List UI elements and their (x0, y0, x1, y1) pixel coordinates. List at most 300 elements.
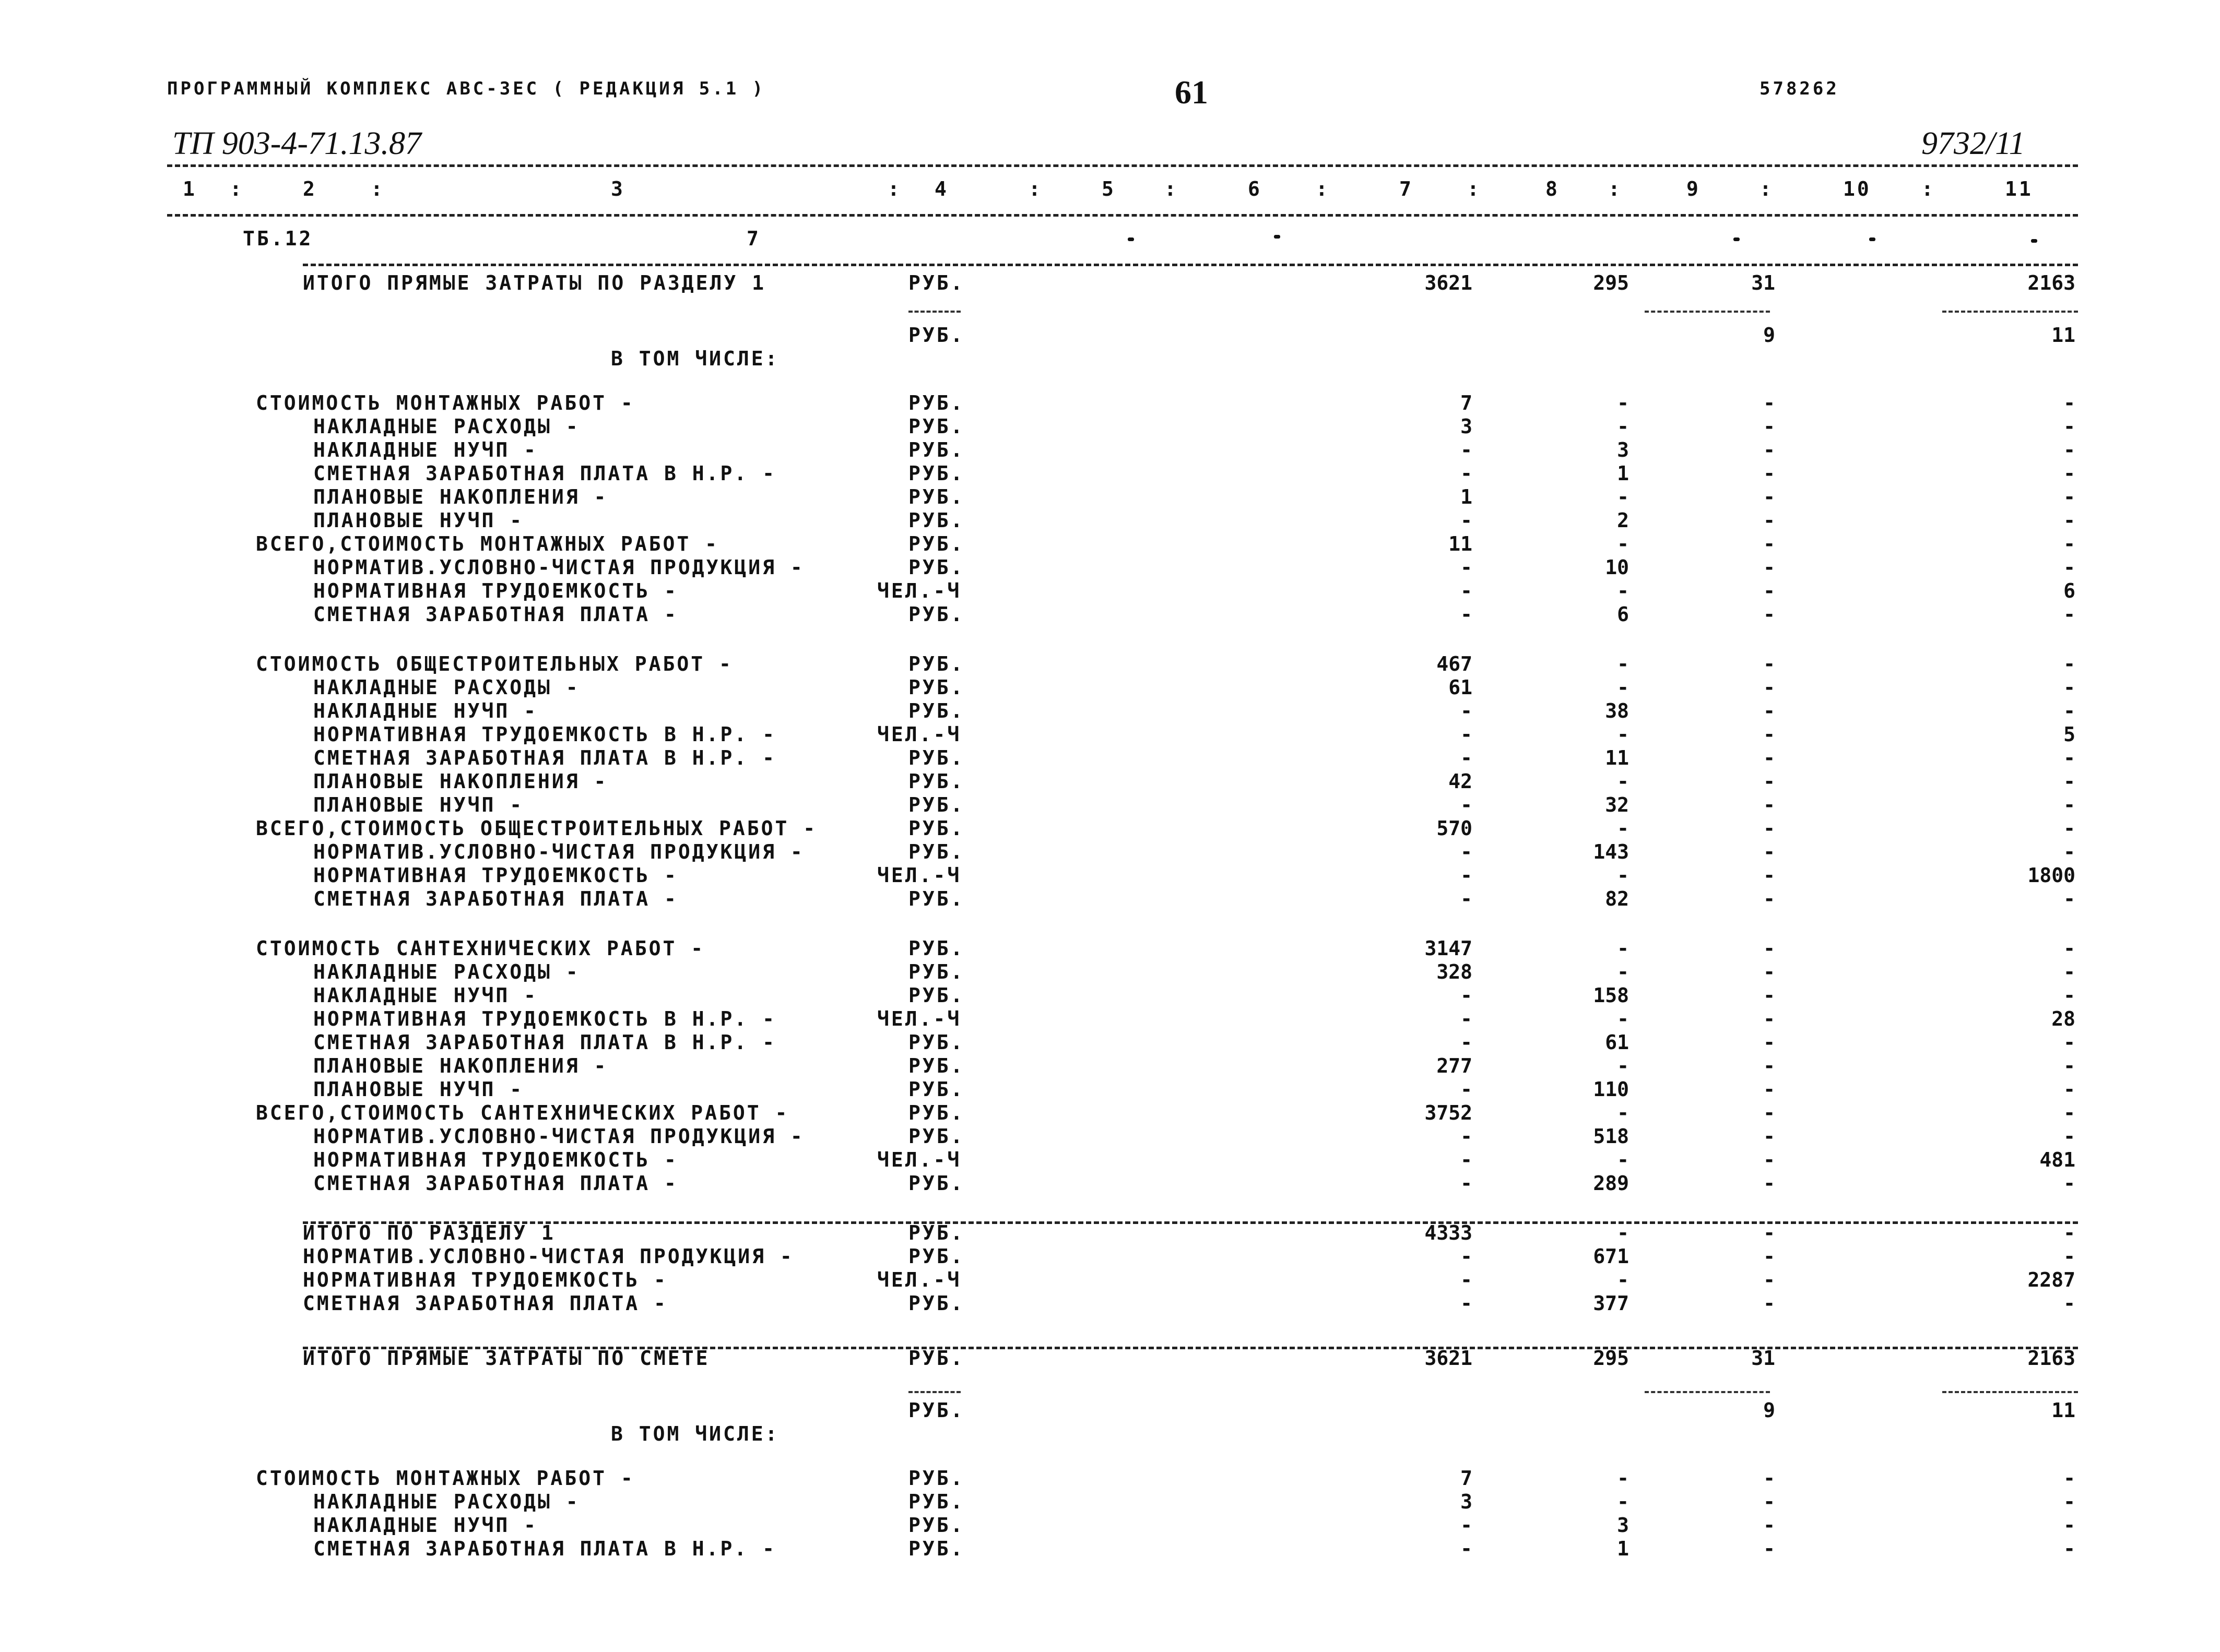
cell-c8: - (1617, 652, 1629, 675)
column-number: 5 (1102, 177, 1116, 200)
row-label: НОРМАТИВ.УСЛОВНО-ЧИСТАЯ ПРОДУКЦИЯ - (313, 840, 805, 863)
cell-c9: 31 (1751, 271, 1775, 294)
row-unit: РУБ. (908, 1172, 965, 1195)
cell-c9: - (1763, 1148, 1775, 1171)
header-rule-bottom (167, 214, 2078, 217)
cell-c9: - (1763, 770, 1775, 793)
cell-c11: - (2063, 1514, 2075, 1537)
cell-c7: 3752 (1424, 1101, 1472, 1124)
cell-c8: - (1617, 415, 1629, 438)
cell-c7: - (1460, 984, 1472, 1007)
cell-c9: - (1763, 1514, 1775, 1537)
cell-c9: - (1763, 509, 1775, 532)
cell-c9: - (1763, 391, 1775, 414)
cell-c8: 671 (1593, 1245, 1629, 1268)
cell-c9: - (1763, 746, 1775, 769)
cell-c8: 2 (1617, 509, 1629, 532)
row-label: СМЕТНАЯ ЗАРАБОТНАЯ ПЛАТА В Н.Р. - (313, 746, 776, 769)
cell-c7: 7 (1460, 391, 1472, 414)
row-label: ПЛАНОВЫЕ НАКОПЛЕНИЯ - (313, 485, 608, 508)
cell-c8: - (1617, 723, 1629, 746)
cell-c9: - (1763, 652, 1775, 675)
row-unit: РУБ. (908, 817, 965, 840)
cell-c8: 32 (1605, 793, 1629, 816)
cell-c7: - (1460, 1148, 1472, 1171)
row-label: НОРМАТИВНАЯ ТРУДОЕМКОСТЬ В Н.Р. - (313, 723, 776, 746)
header-rule-top (167, 164, 2078, 167)
row-label: НАКЛАДНЫЕ НУЧП - (313, 984, 538, 1007)
separator-line (1942, 1391, 2078, 1393)
separator-line (908, 311, 961, 313)
cell-c9: 9 (1763, 1399, 1775, 1422)
cell-c11: - (2063, 1292, 2075, 1315)
cell-c7: 467 (1436, 652, 1472, 675)
cell-c9: - (1763, 864, 1775, 887)
row-label: ПЛАНОВЫЕ НАКОПЛЕНИЯ - (313, 1054, 608, 1077)
row-label: СМЕТНАЯ ЗАРАБОТНАЯ ПЛАТА - (313, 887, 678, 910)
cell-c9: - (1763, 603, 1775, 626)
column-separator: : (1608, 177, 1622, 200)
cell-c7: 3147 (1424, 937, 1472, 960)
cell-c8: 518 (1593, 1125, 1629, 1148)
row-label: ИТОГО ПО РАЗДЕЛУ 1 (303, 1221, 556, 1244)
row-label: ПЛАНОВЫЕ НАКОПЛЕНИЯ - (313, 770, 608, 793)
cell-c11: 11 (2051, 1399, 2075, 1422)
cell-c8: 295 (1593, 1347, 1629, 1370)
row-unit: ЧЕЛ.-Ч (877, 723, 962, 746)
column-separator: : (888, 177, 902, 200)
cell-c9: - (1763, 1007, 1775, 1030)
page-number: 61 (1175, 74, 1208, 111)
cell-c11: - (2063, 1031, 2075, 1054)
cell-c8: - (1617, 391, 1629, 414)
column-number: 2 (303, 177, 317, 200)
column-number: 6 (1248, 177, 1262, 200)
cell-c9: - (1763, 1467, 1775, 1490)
cell-c11: - (2063, 793, 2075, 816)
row-unit: РУБ. (908, 984, 965, 1007)
row-label: В ТОМ ЧИСЛЕ: (611, 1422, 780, 1445)
row-label: СТОИМОСТЬ ОБЩЕСТРОИТЕЛЬНЫХ РАБОТ - (256, 652, 733, 675)
cell-c7: - (1460, 1537, 1472, 1560)
row-label: ПЛАНОВЫЕ НУЧП - (313, 793, 524, 816)
row-label: НАКЛАДНЫЕ РАСХОДЫ - (313, 1490, 580, 1513)
cell-c8: - (1617, 1268, 1629, 1291)
cell-c7: 42 (1448, 770, 1472, 793)
row-unit: РУБ. (908, 676, 965, 699)
cell-c8: - (1617, 770, 1629, 793)
cell-c9: - (1763, 676, 1775, 699)
row-unit: РУБ. (908, 1490, 965, 1513)
row-unit: РУБ. (908, 1245, 965, 1268)
separator-line (1645, 1391, 1770, 1393)
cell-c7: - (1460, 1514, 1472, 1537)
cell-c11: - (2063, 485, 2075, 508)
cell-c9: - (1763, 1101, 1775, 1124)
cell-c11: - (2063, 817, 2075, 840)
cell-c11: - (2063, 937, 2075, 960)
cell-c11: 2287 (2027, 1268, 2075, 1291)
column-separator: : (1316, 177, 1330, 200)
row-unit: РУБ. (908, 793, 965, 816)
cell-c7: 11 (1448, 532, 1472, 555)
column-separator: : (371, 177, 385, 200)
row-unit: РУБ. (908, 438, 965, 461)
cell-c11: - (2063, 438, 2075, 461)
cell-c11: 28 (2051, 1007, 2075, 1030)
row-label: НАКЛАДНЫЕ НУЧП - (313, 699, 538, 722)
cell-c9: 31 (1751, 1347, 1775, 1370)
row-unit: РУБ. (908, 415, 965, 438)
cell-c11: - (2063, 746, 2075, 769)
row-label: НОРМАТИВНАЯ ТРУДОЕМКОСТЬ - (303, 1268, 668, 1291)
row-label: НОРМАТИВ.УСЛОВНО-ЧИСТАЯ ПРОДУКЦИЯ - (313, 1125, 805, 1148)
cell-c7: - (1460, 438, 1472, 461)
first-row-dash (1128, 237, 1134, 241)
cell-c11: - (2063, 1221, 2075, 1244)
cell-c11: - (2063, 1125, 2075, 1148)
cell-c11: - (2063, 770, 2075, 793)
cell-c11: - (2063, 887, 2075, 910)
cell-c11: - (2063, 1078, 2075, 1101)
row-unit: ЧЕЛ.-Ч (877, 864, 962, 887)
cell-c11: - (2063, 532, 2075, 555)
cell-c11: - (2063, 840, 2075, 863)
row-unit: РУБ. (908, 1078, 965, 1101)
cell-c11: - (2063, 1245, 2075, 1268)
row-unit: ЧЕЛ.-Ч (877, 1007, 962, 1030)
separator-line (1645, 311, 1770, 313)
cell-c9: - (1763, 1125, 1775, 1148)
cell-c8: - (1617, 1490, 1629, 1513)
cell-c7: - (1460, 1268, 1472, 1291)
cell-c9: - (1763, 485, 1775, 508)
row-label: НОРМАТИВ.УСЛОВНО-ЧИСТАЯ ПРОДУКЦИЯ - (313, 556, 805, 579)
cell-c8: - (1617, 532, 1629, 555)
row-unit: РУБ. (908, 1514, 965, 1537)
row-label: ВСЕГО,СТОИМОСТЬ МОНТАЖНЫХ РАБОТ - (256, 532, 719, 555)
row-label: НАКЛАДНЫЕ НУЧП - (313, 1514, 538, 1537)
cell-c11: - (2063, 556, 2075, 579)
row-label: НАКЛАДНЫЕ РАСХОДЫ - (313, 676, 580, 699)
cell-c8: - (1617, 1467, 1629, 1490)
cell-c9: - (1763, 462, 1775, 485)
cell-c7: 277 (1436, 1054, 1472, 1077)
row-label: ВСЕГО,СТОИМОСТЬ ОБЩЕСТРОИТЕЛЬНЫХ РАБОТ - (256, 817, 818, 840)
row-unit: РУБ. (908, 1467, 965, 1490)
row-unit: РУБ. (908, 485, 965, 508)
row-unit: РУБ. (908, 770, 965, 793)
row-unit: РУБ. (908, 699, 965, 722)
row-unit: РУБ. (908, 532, 965, 555)
cell-c9: - (1763, 556, 1775, 579)
cell-c9: - (1763, 840, 1775, 863)
cell-c11: - (2063, 1490, 2075, 1513)
cell-c7: 4333 (1424, 1221, 1472, 1244)
row-unit: РУБ. (908, 391, 965, 414)
cell-c7: - (1460, 723, 1472, 746)
column-number: 10 (1843, 177, 1871, 200)
row-unit: РУБ. (908, 746, 965, 769)
column-number: 7 (1399, 177, 1413, 200)
row-unit: РУБ. (908, 1292, 965, 1315)
row-label: В ТОМ ЧИСЛЕ: (611, 347, 780, 370)
cell-c9: - (1763, 817, 1775, 840)
cell-c7: - (1460, 1078, 1472, 1101)
cell-c7: 1 (1460, 485, 1472, 508)
cell-c11: - (2063, 1172, 2075, 1195)
first-row-mark: 7 (747, 227, 761, 250)
row-label: СМЕТНАЯ ЗАРАБОТНАЯ ПЛАТА - (303, 1292, 668, 1315)
cell-c8: 61 (1605, 1031, 1629, 1054)
cell-c11: - (2063, 652, 2075, 675)
cell-c8: 1 (1617, 462, 1629, 485)
cell-c8: - (1617, 1221, 1629, 1244)
first-row-dash (1274, 235, 1280, 239)
cell-c7: - (1460, 1245, 1472, 1268)
row-unit: РУБ. (908, 937, 965, 960)
cell-c11: 1800 (2027, 864, 2075, 887)
column-separator: : (1760, 177, 1774, 200)
row-unit: РУБ. (908, 1031, 965, 1054)
cell-c9: - (1763, 1221, 1775, 1244)
row-label: СМЕТНАЯ ЗАРАБОТНАЯ ПЛАТА - (313, 1172, 678, 1195)
row-unit: РУБ. (908, 1399, 965, 1422)
cell-c8: - (1617, 864, 1629, 887)
document-code: 578262 (1760, 78, 1839, 99)
row-unit: РУБ. (908, 1537, 965, 1560)
cell-c11: - (2063, 1537, 2075, 1560)
cell-c8: - (1617, 937, 1629, 960)
separator-line (908, 1391, 961, 1393)
cell-c11: - (2063, 676, 2075, 699)
cell-c8: 289 (1593, 1172, 1629, 1195)
cell-c7: - (1460, 1125, 1472, 1148)
cell-c7: 61 (1448, 676, 1472, 699)
column-number: 9 (1686, 177, 1701, 200)
cell-c7: - (1460, 462, 1472, 485)
first-row-dash (1733, 237, 1740, 241)
cell-c11: 5 (2063, 723, 2075, 746)
cell-c8: - (1617, 1054, 1629, 1077)
row-unit: РУБ. (908, 462, 965, 485)
cell-c9: - (1763, 793, 1775, 816)
cell-c7: - (1460, 1172, 1472, 1195)
row-unit: РУБ. (908, 1221, 965, 1244)
project-reference: ТП 903-4-71.13.87 (172, 126, 422, 161)
column-separator: : (1467, 177, 1481, 200)
row-unit: ЧЕЛ.-Ч (877, 1148, 962, 1171)
cell-c9: - (1763, 699, 1775, 722)
first-row-dash (2031, 239, 2037, 243)
cell-c8: 10 (1605, 556, 1629, 579)
cell-c8: 3 (1617, 1514, 1629, 1537)
cell-c8: 1 (1617, 1537, 1629, 1560)
cell-c9: - (1763, 1292, 1775, 1315)
row-unit: РУБ. (908, 271, 965, 294)
column-number: 1 (183, 177, 197, 200)
row-unit: РУБ. (908, 1347, 965, 1370)
row-unit: РУБ. (908, 1101, 965, 1124)
cell-c7: - (1460, 1007, 1472, 1030)
row-label: СТОИМОСТЬ МОНТАЖНЫХ РАБОТ - (256, 1467, 635, 1490)
cell-c7: 3621 (1424, 271, 1472, 294)
cell-c8: - (1617, 1101, 1629, 1124)
row-unit: ЧЕЛ.-Ч (877, 1268, 962, 1291)
cell-c8: 6 (1617, 603, 1629, 626)
cell-c11: - (2063, 1467, 2075, 1490)
cell-c9: - (1763, 723, 1775, 746)
cell-c8: 110 (1593, 1078, 1629, 1101)
cell-c8: 377 (1593, 1292, 1629, 1315)
row-unit: РУБ. (908, 840, 965, 863)
column-number: 4 (935, 177, 949, 200)
separator-line (1942, 311, 2078, 313)
cell-c8: - (1617, 485, 1629, 508)
cell-c11: 2163 (2027, 1347, 2075, 1370)
cell-c9: - (1763, 415, 1775, 438)
separator-line (303, 264, 2078, 266)
cell-c9: - (1763, 1078, 1775, 1101)
cell-c7: - (1460, 746, 1472, 769)
cell-c9: - (1763, 1537, 1775, 1560)
cell-c8: 158 (1593, 984, 1629, 1007)
cell-c7: 7 (1460, 1467, 1472, 1490)
cell-c7: 3 (1460, 1490, 1472, 1513)
row-label: НОРМАТИВ.УСЛОВНО-ЧИСТАЯ ПРОДУКЦИЯ - (303, 1245, 794, 1268)
column-number: 3 (611, 177, 625, 200)
document-reference: 9732/11 (1921, 126, 2025, 161)
cell-c11: - (2063, 509, 2075, 532)
cell-c7: 3 (1460, 415, 1472, 438)
cell-c7: 328 (1436, 960, 1472, 983)
cell-c7: - (1460, 887, 1472, 910)
row-label: НОРМАТИВНАЯ ТРУДОЕМКОСТЬ - (313, 1148, 678, 1171)
cell-c9: - (1763, 1054, 1775, 1077)
row-label: НАКЛАДНЫЕ РАСХОДЫ - (313, 415, 580, 438)
cell-c8: - (1617, 960, 1629, 983)
cell-c7: - (1460, 556, 1472, 579)
cell-c7: - (1460, 603, 1472, 626)
first-row-code: ТБ.12 (243, 227, 313, 250)
cell-c11: - (2063, 391, 2075, 414)
row-label: СТОИМОСТЬ МОНТАЖНЫХ РАБОТ - (256, 391, 635, 414)
row-label: НОРМАТИВНАЯ ТРУДОЕМКОСТЬ - (313, 579, 678, 602)
first-row-dash (1869, 237, 1875, 241)
cell-c11: 2163 (2027, 271, 2075, 294)
row-label: ПЛАНОВЫЕ НУЧП - (313, 509, 524, 532)
cell-c8: 11 (1605, 746, 1629, 769)
cell-c8: - (1617, 676, 1629, 699)
cell-c11: 6 (2063, 579, 2075, 602)
cell-c11: - (2063, 415, 2075, 438)
separator-line (303, 1221, 2078, 1224)
cell-c7: - (1460, 793, 1472, 816)
row-unit: РУБ. (908, 960, 965, 983)
cell-c7: - (1460, 509, 1472, 532)
cell-c9: - (1763, 1245, 1775, 1268)
cell-c7: - (1460, 864, 1472, 887)
row-label: ИТОГО ПРЯМЫЕ ЗАТРАТЫ ПО СМЕТЕ (303, 1347, 710, 1370)
cell-c8: 295 (1593, 271, 1629, 294)
column-number: 8 (1545, 177, 1560, 200)
row-label: НАКЛАДНЫЕ НУЧП - (313, 438, 538, 461)
cell-c9: - (1763, 960, 1775, 983)
cell-c8: 38 (1605, 699, 1629, 722)
row-label: СМЕТНАЯ ЗАРАБОТНАЯ ПЛАТА В Н.Р. - (313, 1537, 776, 1560)
column-separator: : (1164, 177, 1178, 200)
row-unit: РУБ. (908, 556, 965, 579)
cell-c9: - (1763, 1490, 1775, 1513)
row-unit: РУБ. (908, 509, 965, 532)
cell-c9: - (1763, 1031, 1775, 1054)
cell-c7: - (1460, 699, 1472, 722)
program-title: ПРОГРАММНЫЙ КОМПЛЕКС АВС-ЗЕС ( РЕДАКЦИЯ 5.1 ) (167, 78, 766, 99)
cell-c11: - (2063, 462, 2075, 485)
cell-c9: - (1763, 1268, 1775, 1291)
cell-c8: - (1617, 1007, 1629, 1030)
cell-c7: - (1460, 1292, 1472, 1315)
row-label: ИТОГО ПРЯМЫЕ ЗАТРАТЫ ПО РАЗДЕЛУ 1 (303, 271, 766, 294)
row-label: СМЕТНАЯ ЗАРАБОТНАЯ ПЛАТА - (313, 603, 678, 626)
cell-c11: - (2063, 984, 2075, 1007)
cell-c11: 11 (2051, 324, 2075, 347)
cell-c9: - (1763, 579, 1775, 602)
row-unit: РУБ. (908, 887, 965, 910)
cell-c7: 570 (1436, 817, 1472, 840)
cell-c8: 143 (1593, 840, 1629, 863)
cell-c9: 9 (1763, 324, 1775, 347)
cell-c7: - (1460, 1031, 1472, 1054)
row-label: НАКЛАДНЫЕ РАСХОДЫ - (313, 960, 580, 983)
column-separator: : (1921, 177, 1935, 200)
cell-c11: 481 (2039, 1148, 2075, 1171)
cell-c9: - (1763, 887, 1775, 910)
row-label: ВСЕГО,СТОИМОСТЬ САНТЕХНИЧЕСКИХ РАБОТ - (256, 1101, 789, 1124)
cell-c11: - (2063, 960, 2075, 983)
cell-c11: - (2063, 1054, 2075, 1077)
cell-c8: - (1617, 817, 1629, 840)
cell-c11: - (2063, 1101, 2075, 1124)
cell-c9: - (1763, 984, 1775, 1007)
row-unit: РУБ. (908, 603, 965, 626)
column-separator: : (1029, 177, 1043, 200)
cell-c8: - (1617, 579, 1629, 602)
cell-c9: - (1763, 937, 1775, 960)
row-label: СМЕТНАЯ ЗАРАБОТНАЯ ПЛАТА В Н.Р. - (313, 462, 776, 485)
row-unit: РУБ. (908, 1125, 965, 1148)
row-unit: РУБ. (908, 324, 965, 347)
row-unit: ЧЕЛ.-Ч (877, 579, 962, 602)
column-separator: : (230, 177, 244, 200)
row-label: СМЕТНАЯ ЗАРАБОТНАЯ ПЛАТА В Н.Р. - (313, 1031, 776, 1054)
row-label: СТОИМОСТЬ САНТЕХНИЧЕСКИХ РАБОТ - (256, 937, 705, 960)
cell-c9: - (1763, 438, 1775, 461)
row-label: НОРМАТИВНАЯ ТРУДОЕМКОСТЬ В Н.Р. - (313, 1007, 776, 1030)
cell-c8: - (1617, 1148, 1629, 1171)
cell-c9: - (1763, 1172, 1775, 1195)
row-unit: РУБ. (908, 1054, 965, 1077)
column-number: 11 (2005, 177, 2033, 200)
cell-c7: - (1460, 579, 1472, 602)
cell-c8: 3 (1617, 438, 1629, 461)
cell-c7: - (1460, 840, 1472, 863)
cell-c9: - (1763, 532, 1775, 555)
cell-c11: - (2063, 603, 2075, 626)
row-label: НОРМАТИВНАЯ ТРУДОЕМКОСТЬ - (313, 864, 678, 887)
cell-c8: 82 (1605, 887, 1629, 910)
cell-c11: - (2063, 699, 2075, 722)
